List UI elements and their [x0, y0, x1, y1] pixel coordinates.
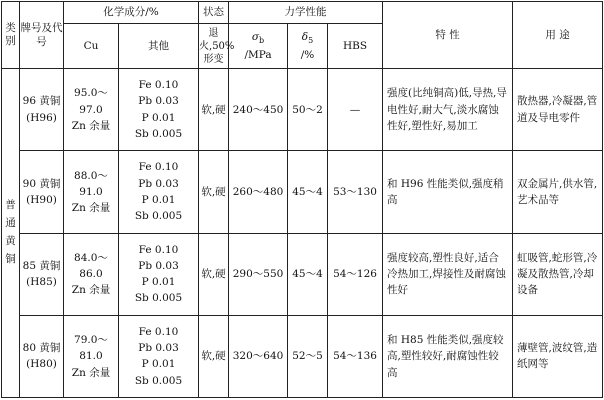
features-cell: 和 H85 性能类似,强度较高,塑性较好,耐腐蚀性较高: [383, 315, 513, 397]
header-uses: 用 途: [513, 2, 603, 69]
grade-cell: [20, 151, 64, 233]
grade-code: (H80): [26, 358, 57, 371]
impurity-fe: Fe 0.10: [138, 161, 179, 174]
header-delta: [288, 24, 328, 69]
other-cell: [119, 151, 199, 233]
cu-range: 95.0～97.0: [74, 87, 108, 116]
header-features: 特 性: [383, 2, 513, 69]
grade-name: 96 黄铜: [22, 95, 61, 108]
table-row-h90: [2, 151, 603, 233]
header-cu: Cu: [64, 24, 119, 69]
impurity-pb: Pb 0.03: [138, 342, 179, 355]
grade-cell: [20, 315, 64, 397]
impurity-pb: Pb 0.03: [138, 259, 179, 272]
table-row-h85: [2, 233, 603, 315]
cu-range: 84.0～86.0: [74, 251, 108, 281]
delta-subscript: 5: [308, 35, 314, 45]
header-other: 其他: [119, 24, 199, 69]
header-state: 状态: [199, 2, 229, 24]
header-hbs: HBS: [328, 24, 383, 69]
hbs-cell: 54～126: [328, 233, 383, 315]
impurity-fe: Fe 0.10: [138, 79, 179, 92]
sigma-symbol: σ: [251, 30, 260, 43]
header-state-detail: 退火,50%形变: [199, 24, 229, 69]
grade-code: (H96): [26, 111, 57, 124]
delta-unit: /%: [300, 49, 315, 62]
header-grade: 牌号及代号: [20, 2, 64, 69]
features-cell: 和 H96 性能类似,强度稍高: [383, 151, 513, 233]
delta-symbol: δ: [301, 30, 309, 43]
uses-cell: 虹吸管,蛇形管,冷凝及散热管,冷却设备: [513, 233, 603, 315]
impurity-pb: Pb 0.03: [138, 177, 179, 190]
cu-balance: Zn 余量: [71, 284, 111, 297]
category-cell: [2, 69, 20, 398]
impurity-p: P 0.01: [141, 276, 176, 289]
cu-range: 88.0～91.0: [74, 169, 108, 198]
cu-balance: Zn 余量: [71, 119, 111, 132]
grade-name: 85 黄铜: [22, 259, 61, 272]
hbs-cell: 53～130: [328, 151, 383, 233]
header-row-1: [2, 2, 603, 24]
other-cell: [119, 233, 199, 315]
sigma-cell: 260～480: [229, 151, 288, 233]
cu-balance: Zn 余量: [71, 366, 111, 379]
impurity-sb: Sb 0.005: [134, 128, 183, 141]
table-row-h96: [2, 69, 603, 151]
impurity-fe: Fe 0.10: [138, 325, 179, 338]
impurity-p: P 0.01: [141, 358, 176, 371]
delta-cell: 50～2: [288, 69, 328, 151]
impurity-fe: Fe 0.10: [138, 243, 179, 256]
grade-name: 90 黄铜: [22, 177, 61, 190]
sigma-cell: 320～640: [229, 315, 288, 397]
impurity-pb: Pb 0.03: [138, 95, 179, 108]
cu-balance: Zn 余量: [71, 202, 111, 215]
features-cell: 强度较高,塑性良好,适合冷热加工,焊接性及耐腐蚀性好: [383, 233, 513, 315]
delta-cell: 45～4: [288, 233, 328, 315]
category-char: 铜: [5, 252, 16, 265]
delta-cell: 45～4: [288, 151, 328, 233]
hbs-cell: 54～136: [328, 315, 383, 397]
impurity-sb: Sb 0.005: [134, 210, 183, 223]
cu-cell: [64, 233, 119, 315]
header-sigma: [229, 24, 288, 69]
cu-cell: [64, 151, 119, 233]
delta-cell: 52～5: [288, 315, 328, 397]
cu-cell: [64, 69, 119, 151]
cu-cell: [64, 315, 119, 397]
header-category: 类别: [2, 2, 20, 69]
sigma-cell: 240～450: [229, 69, 288, 151]
sigma-unit: /MPa: [244, 49, 272, 62]
other-cell: [119, 69, 199, 151]
impurity-sb: Sb 0.005: [134, 292, 183, 305]
grade-cell: [20, 233, 64, 315]
impurity-p: P 0.01: [141, 193, 176, 206]
header-mechanical: 力学性能: [229, 2, 383, 24]
uses-cell: 双金属片,供水管,艺术品等: [513, 151, 603, 233]
grade-code: (H85): [26, 276, 57, 289]
grade-code: (H90): [26, 193, 57, 206]
other-cell: [119, 315, 199, 397]
state-cell: 软,硬: [199, 315, 229, 397]
impurity-p: P 0.01: [141, 111, 176, 124]
sigma-cell: 290～550: [229, 233, 288, 315]
header-composition: 化学成分/%: [64, 2, 199, 24]
table-row-h80: [2, 315, 603, 397]
features-cell: 强度(比纯铜高)低,导热,导电性好,耐大气,淡水腐蚀性好,塑性好,易加工: [383, 69, 513, 151]
uses-cell: 散热器,冷凝器,管道及导电零件: [513, 69, 603, 151]
state-cell: 软,硬: [199, 151, 229, 233]
impurity-sb: Sb 0.005: [134, 374, 183, 387]
sigma-subscript: b: [259, 35, 265, 45]
category-char: 通: [5, 217, 16, 230]
grade-name: 80 黄铜: [22, 342, 61, 355]
uses-cell: 薄壁管,波纹管,造纸网等: [513, 315, 603, 397]
state-cell: 软,硬: [199, 69, 229, 151]
grade-cell: [20, 69, 64, 151]
category-char: 普: [5, 199, 16, 212]
cu-range: 79.0～81.0: [74, 333, 108, 363]
hbs-cell: —: [328, 69, 383, 151]
category-char: 黄: [5, 235, 16, 248]
brass-properties-table: [1, 1, 603, 398]
state-cell: 软,硬: [199, 233, 229, 315]
